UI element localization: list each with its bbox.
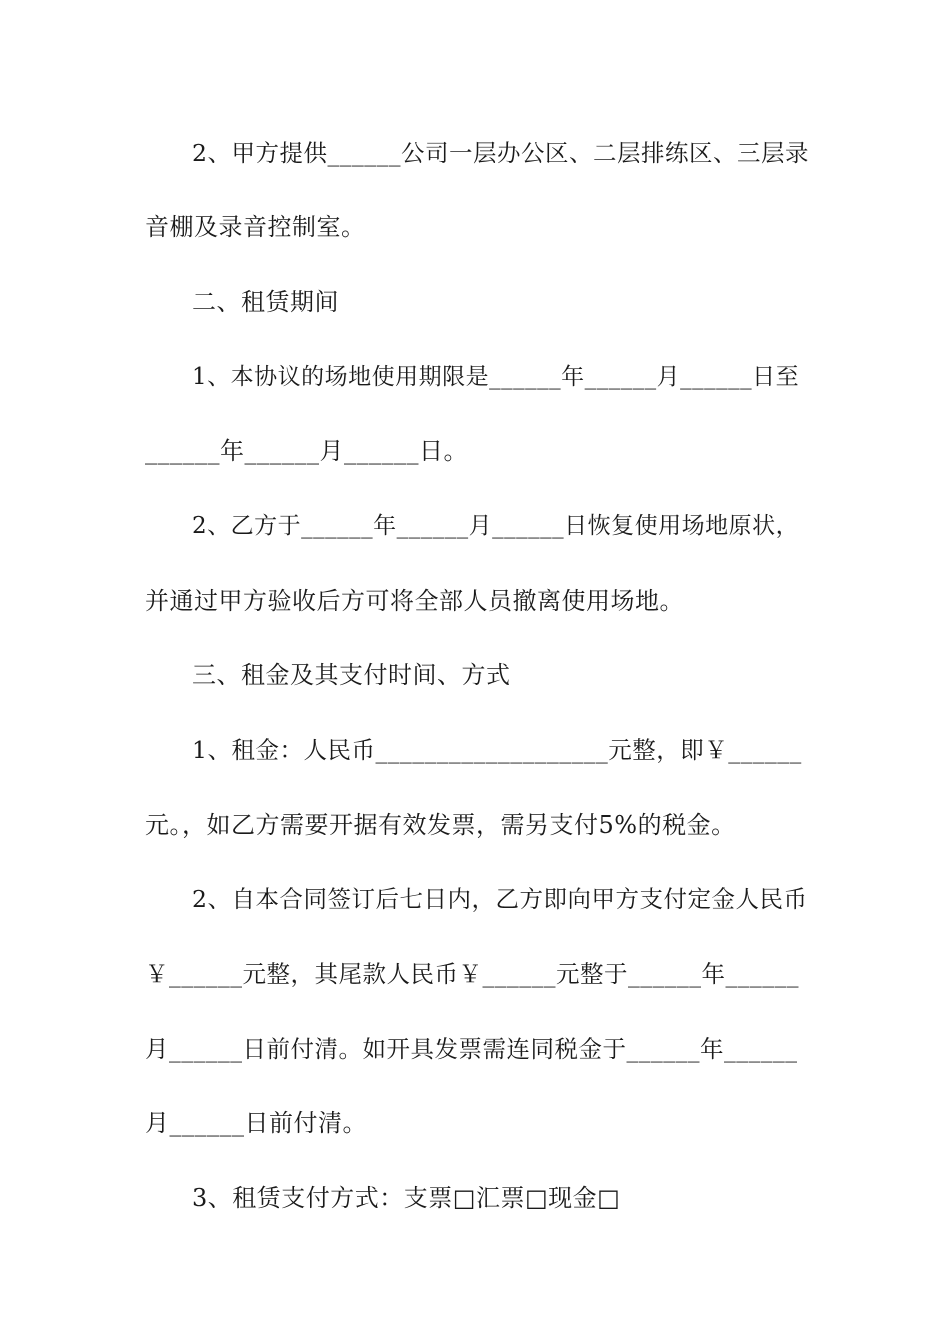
paragraph-rent-amount-cont: 元。，如乙方需要开据有效发票，需另支付5%的税金。 <box>145 811 736 839</box>
paragraph-rent-amount: 1、租金：人民币___________________元整，即￥______ <box>192 736 802 764</box>
section-heading-rent-payment: 三、租金及其支付时间、方式 <box>192 661 511 689</box>
paragraph-venue-provided-cont: 音棚及录音控制室。 <box>145 213 366 241</box>
section-heading-lease-period: 二、租赁期间 <box>192 288 339 316</box>
paragraph-payment-method: 3、租赁支付方式：支票□汇票□现金□ <box>192 1184 621 1212</box>
paragraph-deposit-cont-3: 月______日前付清。 <box>145 1109 367 1137</box>
paragraph-usage-term-cont: ______年______月______日。 <box>145 437 468 465</box>
paragraph-venue-provided: 2、甲方提供______公司一层办公区、二层排练区、三层录 <box>192 139 809 167</box>
paragraph-deposit-cont-1: ￥______元整，其尾款人民币￥______元整于______年______ <box>145 960 799 988</box>
paragraph-restore-venue-cont: 并通过甲方验收后方可将全部人员撤离使用场地。 <box>145 587 684 615</box>
paragraph-usage-term: 1、本协议的场地使用期限是______年______月______日至 <box>192 364 800 390</box>
paragraph-deposit: 2、自本合同签订后七日内，乙方即向甲方支付定金人民币 <box>192 885 808 913</box>
paragraph-restore-venue: 2、乙方于______年______月______日恢复使用场地原状， <box>192 513 800 539</box>
paragraph-deposit-cont-2: 月______日前付清。如开具发票需连同税金于______年______ <box>145 1035 798 1063</box>
